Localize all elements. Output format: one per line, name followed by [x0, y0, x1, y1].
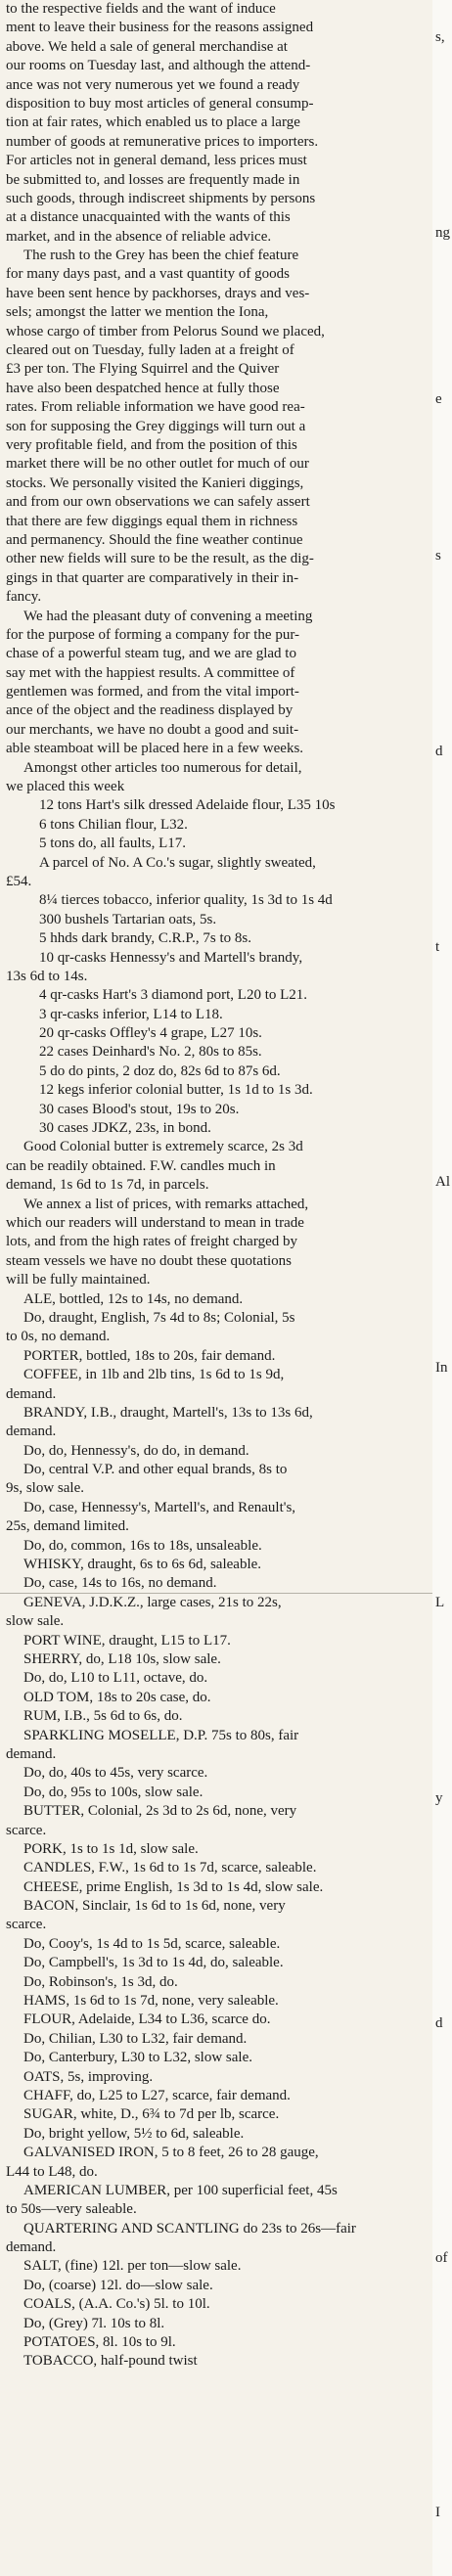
text-line: The rush to the Grey has been the chief feature	[23, 248, 299, 264]
sales-item: 5 tons do, all faults, L17.	[39, 836, 186, 852]
sales-item: A parcel of No. A Co.'s sugar, slightly sweated,	[39, 854, 316, 871]
adjacent-column-fragment: ng	[435, 225, 450, 241]
price-entry: Do, do, Hennessy's, do do, in demand.	[23, 1442, 249, 1459]
adjacent-column-fragment: I	[435, 2505, 440, 2520]
text-line: disposition to buy most articles of general consump-	[6, 95, 314, 112]
sales-item: 30 cases JDKZ, 23s, in bond.	[39, 1120, 211, 1137]
article-paragraph	[6, 759, 429, 797]
text-line: very profitable field, and from the position of this	[6, 436, 297, 453]
adjacent-column-fragment: s,	[435, 29, 445, 45]
text-line: we placed this week	[6, 779, 125, 795]
price-entry: demand.	[6, 2239, 57, 2256]
article-paragraph	[6, 1138, 429, 1195]
article-paragraph	[6, 1196, 429, 1290]
adjacent-column-fragment: d	[435, 744, 443, 759]
price-entry: BRANDY, I.B., draught, Martell's, 13s to 13s 6d,	[23, 1404, 313, 1421]
price-entry: PORT WINE, draught, L15 to L17.	[23, 1632, 231, 1649]
price-entry: PORTER, bottled, 18s to 20s, fair demand.	[23, 1347, 276, 1364]
price-entry: ALE, bottled, 12s to 14s, no demand.	[23, 1290, 244, 1307]
adjacent-column-fragment: Al	[435, 1174, 450, 1190]
text-line: steam vessels we have no doubt these quotations	[6, 1252, 293, 1269]
text-line: can be readily obtained. F.W. candles much in	[6, 1157, 276, 1174]
text-line: and from our own observations we can safely assert	[6, 494, 310, 511]
sales-item: 6 tons Chilian flour, L32.	[39, 816, 188, 833]
price-entry: BACON, Sinclair, 1s 6d to 1s 6d, none, very	[23, 1898, 286, 1915]
adjacent-column-fragment: y	[435, 1790, 443, 1806]
sales-item: 3 qr-casks inferior, L14 to L18.	[39, 1006, 223, 1022]
text-line: sels; amongst the latter we mention the Iona,	[6, 304, 269, 321]
price-entry: Do, do, 95s to 100s, slow sale.	[23, 1784, 203, 1800]
price-entry: WHISKY, draught, 6s to 6s 6d, saleable.	[23, 1557, 262, 1573]
price-entry: OATS, 5s, improving.	[23, 2068, 154, 2085]
text-line: other new fields will sure to be the result, as the dig-	[6, 551, 314, 567]
price-entry: Do, Canterbury, L30 to L32, slow sale.	[23, 2050, 252, 2066]
text-line: ance was not very numerous yet we found a ready	[6, 76, 300, 93]
adjacent-column-fragment: of	[435, 2250, 448, 2266]
price-entry: SALT, (fine) 12l. per ton—slow sale.	[23, 2258, 242, 2275]
text-line: number of goods at remunerative prices to importers.	[6, 133, 319, 150]
price-entry: Do, central V.P. and other equal brands, 8s to	[23, 1462, 288, 1478]
sales-item: 20 qr-casks Offley's 4 grape, L27 10s.	[39, 1025, 262, 1042]
price-entry: SHERRY, do, L18 10s, slow sale.	[23, 1650, 221, 1667]
price-entry: Do, case, Hennessy's, Martell's, and Renault's,	[23, 1499, 296, 1515]
adjacent-column-fragment: t	[435, 939, 440, 955]
price-entry: L44 to L48, do.	[6, 2163, 98, 2180]
text-line: tion at fair rates, which enabled us to place a large	[6, 114, 300, 131]
price-entry: Do, draught, English, 7s 4d to 8s; Colonial, 5s	[23, 1309, 295, 1326]
paper-fold-line	[0, 1593, 432, 1594]
sales-item: £54.	[6, 873, 32, 889]
price-entry: CHAFF, do, L25 to L27, scarce, fair demand.	[23, 2087, 291, 2103]
sales-item: 8¼ tierces tobacco, inferior quality, 1s 3d to 1s 4d	[39, 892, 333, 909]
price-entry: demand.	[6, 1424, 57, 1440]
text-line: gentlemen was formed, and from the vital import-	[6, 684, 299, 700]
price-entry: demand.	[6, 1385, 57, 1402]
sales-item: 22 cases Deinhard's No. 2, 80s to 85s.	[39, 1044, 262, 1061]
price-entry: AMERICAN LUMBER, per 100 superficial feet, 45s	[23, 2182, 338, 2198]
sales-list	[6, 796, 429, 1138]
price-entry: Do, do, L10 to L11, octave, do.	[23, 1670, 208, 1687]
price-entry: FLOUR, Adelaide, L34 to L36, scarce do.	[23, 2011, 271, 2028]
text-line: Good Colonial butter is extremely scarce, 2s 3d	[23, 1139, 303, 1155]
text-line: stocks. We personally visited the Kanieri diggings,	[6, 475, 304, 491]
text-line: ment to leave their business for the reasons assigned	[6, 20, 314, 36]
text-line: have also been despatched hence at fully those	[6, 380, 280, 396]
price-entry: Do, (Grey) 7l. 10s to 8l.	[23, 2315, 165, 2331]
text-line: market, and in the absence of reliable advice.	[6, 228, 272, 245]
text-line: and permanency. Should the fine weather continue	[6, 531, 303, 548]
price-entry: RUM, I.B., 5s 6d to 6s, do.	[23, 1708, 183, 1725]
price-entry: CANDLES, F.W., 1s 6d to 1s 7d, scarce, saleable.	[23, 1860, 317, 1876]
sales-item: 4 qr-casks Hart's 3 diamond port, L20 to L21.	[39, 987, 308, 1004]
price-entry: 9s, slow sale.	[6, 1480, 84, 1497]
text-line: for many days past, and a vast quantity of goods	[6, 266, 290, 283]
sales-item: 5 hhds dark brandy, C.R.P., 7s to 8s.	[39, 930, 251, 947]
price-entry: scarce.	[6, 1822, 47, 1838]
price-entry: Do, Cooy's, 1s 4d to 1s 5d, scarce, saleable.	[23, 1935, 281, 1952]
price-entry: scarce.	[6, 1917, 47, 1933]
text-line: We had the pleasant duty of convening a meeting	[23, 608, 313, 624]
text-line: We annex a list of prices, with remarks attached,	[23, 1196, 309, 1212]
sales-item: 12 tons Hart's silk dressed Adelaide flour, L35 10s	[39, 797, 336, 814]
sales-item: 12 kegs inferior colonial butter, 1s 1d to 1s 3d.	[39, 1082, 313, 1099]
adjacent-column-fragment: e	[435, 391, 442, 407]
text-line: which our readers will understand to mean in trade	[6, 1215, 304, 1231]
text-line: rates. From reliable information we have good rea-	[6, 399, 305, 416]
price-entry: SUGAR, white, D., 6¾ to 7d per lb, scarce.	[23, 2106, 280, 2123]
price-entry: 25s, demand limited.	[6, 1518, 129, 1535]
text-line: chase of a powerful steam tug, and we are glad to	[6, 646, 296, 662]
text-line: lots, and from the high rates of freight charged by	[6, 1234, 297, 1250]
price-entry: Do, do, common, 16s to 18s, unsaleable.	[23, 1537, 262, 1554]
sales-item: 10 qr-casks Hennessy's and Martell's brandy,	[39, 949, 303, 966]
text-line: cleared out on Tuesday, fully laden at a freight of	[6, 342, 294, 359]
price-entry: TOBACCO, half-pound twist	[23, 2353, 198, 2370]
sales-item: 13s 6d to 14s.	[6, 968, 88, 984]
text-line: at a distance unacquainted with the wants of this	[6, 209, 291, 226]
price-entry: COALS, (A.A. Co.'s) 5l. to 10l.	[23, 2296, 210, 2313]
text-line: for the purpose of forming a company for the pur-	[6, 626, 300, 643]
price-entry: Do, Campbell's, 1s 3d to 1s 4d, do, saleable.	[23, 1955, 284, 1971]
text-line: have been sent hence by packhorses, drays and ves-	[6, 285, 310, 301]
price-entry: PORK, 1s to 1s 1d, slow sale.	[23, 1840, 199, 1857]
text-line: to the respective fields and the want of induce	[6, 1, 276, 17]
text-line: be submitted to, and losses are frequently made in	[6, 171, 300, 188]
text-line: that there are few diggings equal them in richness	[6, 513, 298, 529]
price-entry: OLD TOM, 18s to 20s case, do.	[23, 1689, 211, 1705]
article-paragraph	[6, 0, 429, 247]
price-entry: POTATOES, 8l. 10s to 9l.	[23, 2334, 176, 2351]
price-entry: QUARTERING AND SCANTLING do 23s to 26s—fair	[23, 2220, 356, 2237]
price-entry: Do, (coarse) 12l. do—slow sale.	[23, 2277, 213, 2293]
adjacent-column-fragment: L	[435, 1595, 445, 1610]
price-entry: slow sale.	[6, 1613, 65, 1630]
text-line: son for supposing the Grey diggings will turn out a	[6, 418, 306, 434]
adjacent-column-fragment: d	[435, 2015, 443, 2031]
text-line: able steamboat will be placed here in a few weeks.	[6, 741, 304, 757]
sales-item: 300 bushels Tartarian oats, 5s.	[39, 911, 217, 927]
price-entry: demand.	[6, 1745, 57, 1762]
price-entry: COFFEE, in 1lb and 2lb tins, 1s 6d to 1s 9d,	[23, 1367, 285, 1383]
price-entry: Do, do, 40s to 45s, very scarce.	[23, 1765, 208, 1782]
sales-item: 5 do do pints, 2 doz do, 82s 6d to 87s 6d.	[39, 1062, 281, 1079]
price-entry: to 50s—very saleable.	[6, 2201, 137, 2218]
text-line: our merchants, we have no doubt a good and suit-	[6, 721, 299, 738]
price-entry: BUTTER, Colonial, 2s 3d to 2s 6d, none, very	[23, 1803, 297, 1820]
price-entry: SPARKLING MOSELLE, D.P. 75s to 80s, fair	[23, 1727, 299, 1743]
price-entry: Do, case, 14s to 16s, no demand.	[23, 1575, 217, 1592]
text-line: will be fully maintained.	[6, 1272, 151, 1288]
price-entry: Do, Chilian, L30 to L32, fair demand.	[23, 2030, 248, 2047]
text-line: ance of the object and the readiness displayed by	[6, 702, 294, 719]
adjacent-column-fragment: In	[435, 1360, 448, 1376]
text-line: Amongst other articles too numerous for detail,	[23, 759, 302, 776]
text-line: gings in that quarter are comparatively in their in-	[6, 569, 299, 586]
text-line: such goods, through indiscreet shipments by persons	[6, 190, 316, 206]
price-entry: HAMS, 1s 6d to 1s 7d, none, very saleable.	[23, 1993, 279, 2010]
adjacent-column-fragment: s	[435, 548, 441, 564]
article-paragraph	[6, 247, 429, 607]
price-entry: GENEVA, J.D.K.Z., large cases, 21s to 22s,	[23, 1594, 282, 1610]
text-line: our rooms on Tuesday last, and although the attend-	[6, 58, 311, 74]
price-entry: to 0s, no demand.	[6, 1329, 111, 1345]
text-line: above. We held a sale of general merchandise at	[6, 38, 288, 55]
text-line: £3 per ton. The Flying Squirrel and the Quiver	[6, 361, 280, 378]
price-list	[6, 1290, 429, 2372]
text-line: demand, 1s 6d to 1s 7d, in parcels.	[6, 1177, 209, 1194]
price-entry: GALVANISED IRON, 5 to 8 feet, 26 to 28 gauge,	[23, 2145, 319, 2161]
price-entry: Do, Robinson's, 1s 3d, do.	[23, 1973, 178, 1990]
text-line: market there will be no other outlet for much of our	[6, 456, 309, 473]
price-entry: Do, bright yellow, 5½ to 6d, saleable.	[23, 2125, 245, 2142]
sales-item: 30 cases Blood's stout, 19s to 20s.	[39, 1101, 240, 1117]
text-line: fancy.	[6, 589, 42, 606]
text-line: whose cargo of timber from Pelorus Sound we placed,	[6, 323, 325, 339]
text-line: say met with the happiest results. A committee of	[6, 664, 295, 681]
adjacent-column-edge	[432, 0, 452, 2576]
price-entry: CHEESE, prime English, 1s 3d to 1s 4d, slow sale.	[23, 1878, 324, 1895]
text-line: For articles not in general demand, less prices must	[6, 153, 307, 169]
article-paragraph	[6, 608, 429, 759]
